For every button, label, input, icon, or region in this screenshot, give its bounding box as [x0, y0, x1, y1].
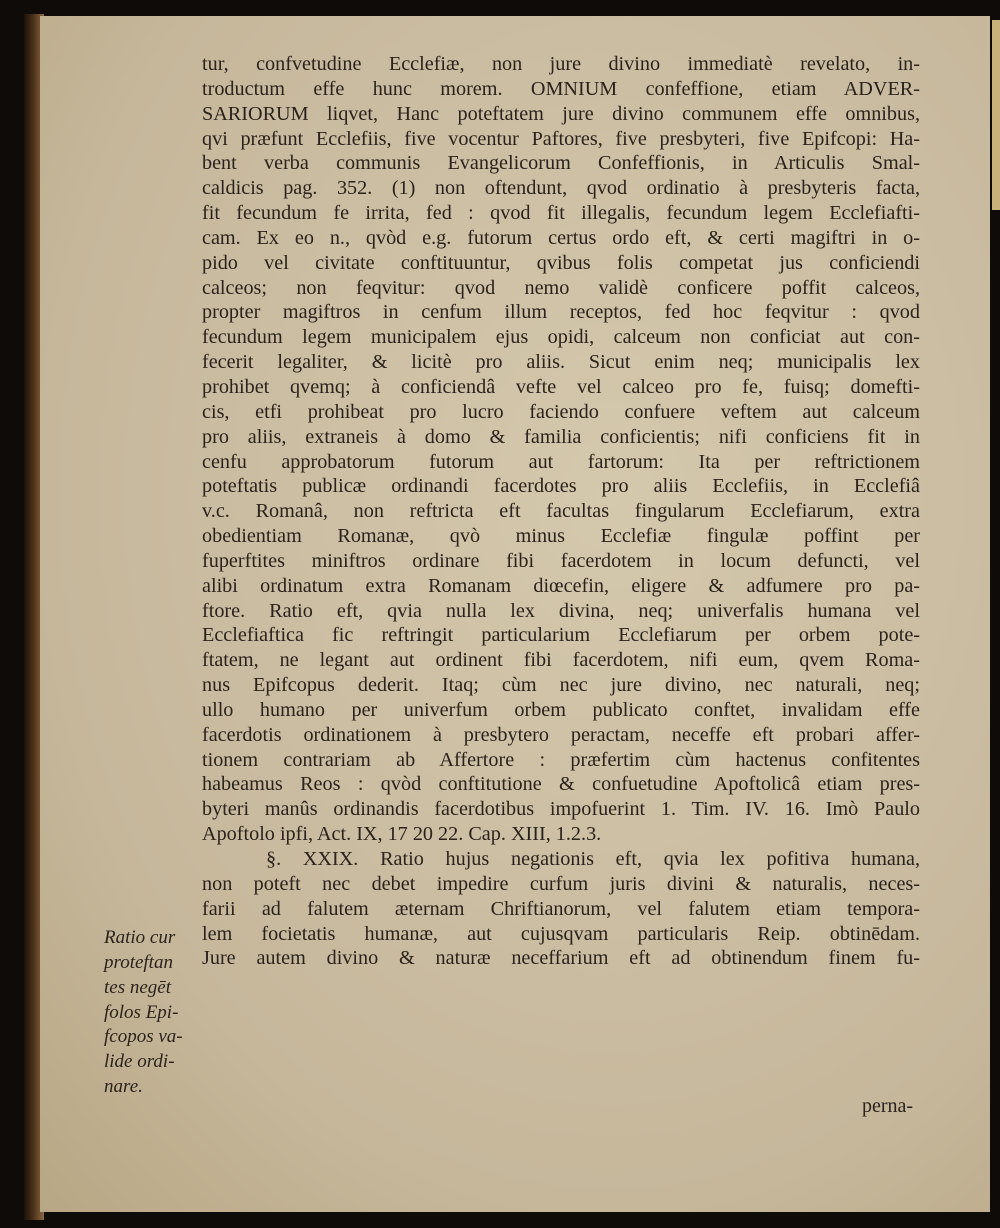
- marginal-note: [104, 926, 196, 1100]
- text-line: pro aliis, extraneis à domo & familia conficientis; nifi conficiens fit in: [202, 425, 920, 448]
- text-line: fit fecundum fe irrita, fed : qvod fit illegalis, fecundum legem Ecclefiafti-: [202, 202, 920, 225]
- text-line: ftatem, ne legant aut ordinent fibi facerdotem, nifi eum, qvem Roma-: [202, 649, 920, 672]
- marginal-note-line: nare.: [104, 1076, 143, 1098]
- text-line: nus Epifcopus dederit. Itaq; cùm nec jure divino, nec naturali, neq;: [202, 674, 920, 697]
- text-line: tur, confvetudine Ecclefiæ, non jure divino immediatè revelato, in-: [202, 53, 920, 75]
- page-edge-tab: [992, 20, 1000, 210]
- text-line: troductum effe hunc morem. OMNIUM confeffione, etiam ADVER-: [202, 77, 920, 100]
- marginal-note-line: proteftan: [104, 951, 173, 973]
- text-line: poteftatis publicæ ordinandi facerdotes pro aliis Ecclefiis, in Ecclefiâ: [202, 475, 920, 498]
- text-line: Ecclefiaftica fic reftringit particularium Ecclefiarum per orbem pote-: [202, 624, 920, 647]
- text-line: calceos; non feqvitur: qvod nemo validè conficere poffit calceos,: [202, 276, 920, 299]
- text-line: farii ad falutem æternam Chriftianorum, vel falutem etiam tempora-: [202, 897, 920, 920]
- marginal-note-line: tes negēt: [104, 976, 172, 998]
- text-line: bent verba communis Evangelicorum Confeffionis, in Articulis Smal-: [202, 152, 920, 175]
- marginal-note-line: folos Epi-: [104, 1001, 179, 1023]
- text-line: prohibet qvemq; à conficiendâ vefte vel calceo pro fe, fuisq; domefti-: [202, 375, 920, 398]
- section-heading-line: §. XXIX. Ratio hujus negationis eft, qvia lex pofitiva humana,: [266, 848, 920, 870]
- text-line: lem focietatis humanæ, aut cujusqvam particularis Reip. obtinēdam.: [202, 922, 920, 945]
- text-line: SARIORUM liqvet, Hanc poteftatem jure divino communem effe omnibus,: [202, 102, 920, 125]
- text-line: qvi præfunt Ecclefiis, five vocentur Paftores, five presbyteri, five Epifcopi: Ha-: [202, 127, 920, 150]
- text-line: ullo humano per univerfum orbem publicato conftet, invalidam effe: [202, 698, 920, 721]
- text-line: v.c. Romanâ, non reftricta eft facultas fingularum Ecclefiarum, extra: [202, 500, 920, 523]
- text-line: facerdotis ordinationem à presbytero peractam, neceffe eft probari affer-: [202, 723, 920, 746]
- text-line: habeamus Reos : qvòd conftitutione & confuetudine Apoftolicâ etiam pres-: [202, 773, 920, 796]
- text-line: byteri manûs ordinandis facerdotibus impofuerint 1. Tim. IV. 16. Imò Paulo: [202, 798, 920, 821]
- text-line: propter magiftros in cenfum illum receptos, fed hoc feqvitur : qvod: [202, 301, 920, 324]
- main-text-block: [202, 52, 920, 971]
- text-line: non poteft nec debet impedire curfum juris divini & naturalis, neces-: [202, 872, 920, 895]
- catchword: perna-: [862, 1095, 914, 1117]
- text-line: caldicis pag. 352. (1) non oftendunt, qvod ordinatio à presbyteris facta,: [202, 177, 920, 200]
- text-line: alibi ordinatum extra Romanam diœcefin, eligere & adfumere pro pa-: [202, 574, 920, 597]
- text-line: cam. Ex eo n., qvòd e.g. futorum certus ordo eft, & certi magiftri in o-: [202, 226, 920, 249]
- text-line: cenfu approbatorum futorum aut fartorum: Ita per reftrictionem: [202, 450, 920, 473]
- text-line: ftore. Ratio eft, qvia nulla lex divina, neq; univerfalis humana vel: [202, 599, 920, 622]
- marginal-note-line: fcopos va-: [104, 1026, 183, 1048]
- marginal-note-line: lide ordi-: [104, 1051, 175, 1073]
- text-line: obedientiam Romanæ, qvò minus Ecclefiæ fingulæ poffint per: [202, 525, 920, 548]
- text-line: fecerit legaliter, & licitè pro aliis. Sicut enim neq; municipalis lex: [202, 351, 920, 374]
- text-line: cis, etfi prohibeat pro lucro faciendo confuere veftem aut calceum: [202, 400, 920, 423]
- text-line: Apoftolo ipfi, Act. IX, 17 20 22. Cap. XIII, 1.2.3.: [202, 823, 602, 846]
- marginal-note-line: Ratio cur: [104, 927, 176, 948]
- text-line: pido vel civitate conftituuntur, qvibus folis competat jus conficiendi: [202, 251, 920, 274]
- text-line: fuperftites miniftros ordinare fibi facerdotem in locum defuncti, vel: [202, 549, 920, 572]
- text-line: Jure autem divino & naturæ neceffarium eft ad obtinendum finem fu-: [202, 947, 920, 970]
- text-line: tionem contrariam ab Affertore : præfertim cùm hactenus confitentes: [202, 748, 920, 771]
- text-line: fecundum legem municipalem ejus opidi, calceum non conficiat aut con-: [202, 326, 920, 349]
